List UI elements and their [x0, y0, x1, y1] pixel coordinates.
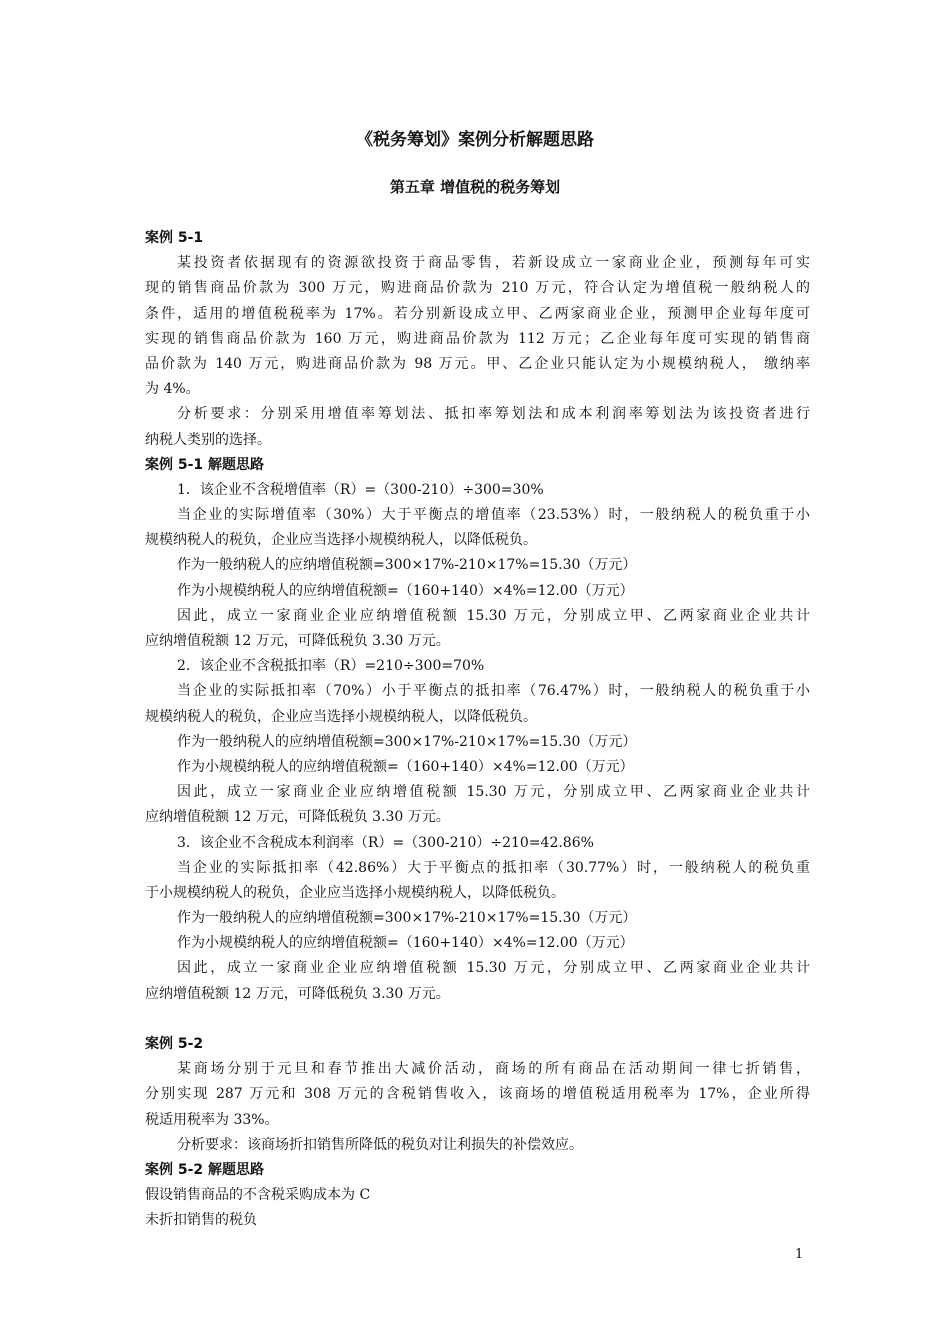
paragraph-line: 1．该企业不含税增值率（R）=（300-210）÷300=30% — [177, 481, 544, 498]
document-body — [145, 226, 810, 1234]
paragraph-line: 作为一般纳税人的应纳增值税额=300×17%-210×17%=15.30（万元） — [177, 733, 637, 750]
paragraph-line: 2．该企业不含税抵扣率（R）=210÷300=70% — [177, 658, 485, 675]
paragraph-line: 品价款为 140 万元，购进商品价款为 98 万元。甲、乙企业只能认定为小规模纳税人， 缴纳率 — [145, 355, 810, 372]
paragraph-line: 为 4%。 — [145, 381, 200, 398]
paragraph-line: 因此，成立一家商业企业应纳增值税额 15.30 万元，分别成立甲、乙两家商业企业共计 — [177, 607, 810, 624]
paragraph-line: 当企业的实际抵扣率（42.86%）大于平衡点的抵扣率（30.77%）时，一般纳税人的税负重 — [177, 859, 810, 876]
section-heading: 案例 5-2 解题思路 — [145, 1161, 265, 1178]
paragraph-line: 纳税人类别的选择。 — [145, 431, 271, 448]
document-title: 《税务筹划》案例分析解题思路 — [356, 130, 594, 150]
paragraph-line: 分析要求：分别采用增值率筹划法、抵扣率筹划法和成本利润率筹划法为该投资者进行 — [177, 406, 810, 423]
paragraph-line: 应纳增值税额 12 万元，可降低税负 3.30 万元。 — [145, 809, 450, 826]
paragraph-line: 因此，成立一家商业企业应纳增值税额 15.30 万元，分别成立甲、乙两家商业企业共计 — [177, 784, 810, 801]
section-heading: 案例 5-1 — [145, 230, 204, 246]
paragraph-line: 现的销售商品价款为 300 万元，购进商品价款为 210 万元，符合认定为增值税一般纳税人的 — [145, 280, 810, 297]
paragraph-line: 作为小规模纳税人的应纳增值税额=（160+140）×4%=12.00（万元） — [177, 935, 634, 952]
paragraph-line: 当企业的实际增值率（30%）大于平衡点的增值率（23.53%）时，一般纳税人的税负重于小 — [177, 507, 810, 524]
section-heading: 案例 5-2 — [145, 1036, 204, 1052]
paragraph-line: 因此，成立一家商业企业应纳增值税额 15.30 万元，分别成立甲、乙两家商业企业共计 — [177, 960, 810, 977]
chapter-heading: 第五章 增值税的税务筹划 — [389, 178, 561, 196]
paragraph-line: 应纳增值税额 12 万元，可降低税负 3.30 万元。 — [145, 633, 450, 649]
paragraph-line: 作为小规模纳税人的应纳增值税额=（160+140）×4%=12.00（万元） — [177, 582, 634, 599]
paragraph-line: 于小规模纳税人的税负，企业应当选择小规模纳税人，以降低税负。 — [145, 884, 565, 901]
paragraph-line: 税适用税率为 33%。 — [145, 1111, 279, 1128]
paragraph-line: 3．该企业不含税成本利润率（R）=（300-210）÷210=42.86% — [177, 834, 594, 851]
paragraph-line: 某商场分别于元旦和春节推出大减价活动，商场的所有商品在活动期间一律七折销售， — [177, 1061, 810, 1078]
paragraph-line: 作为小规模纳税人的应纳增值税额=（160+140）×4%=12.00（万元） — [177, 758, 634, 775]
paragraph-line: 实现的销售商品价款为 160 万元，购进商品价款为 112 万元；乙企业每年度可实现的销售商 — [145, 330, 810, 347]
paragraph-line: 假设销售商品的不含税采购成本为 C — [145, 1187, 371, 1204]
paragraph-line: 规模纳税人的税负，企业应当选择小规模纳税人，以降低税负。 — [145, 708, 537, 725]
paragraph-line: 分析要求：该商场折扣销售所降低的税负对让利损失的补偿效应。 — [177, 1136, 583, 1153]
paragraph-line: 作为一般纳税人的应纳增值税额=300×17%-210×17%=15.30（万元） — [177, 910, 637, 927]
blank-line — [145, 1007, 810, 1032]
paragraph-line: 应纳增值税额 12 万元，可降低税负 3.30 万元。 — [145, 985, 450, 1002]
paragraph-line: 分别实现 287 万元和 308 万元的含税销售收入，该商场的增值税适用税率为 17%，企业所得 — [145, 1086, 810, 1103]
paragraph-line: 作为一般纳税人的应纳增值税额=300×17%-210×17%=15.30（万元） — [177, 557, 637, 574]
paragraph-line: 某投资者依据现有的资源欲投资于商品零售，若新设成立一家商业企业，预测每年可实 — [177, 255, 810, 272]
paragraph-line: 当企业的实际抵扣率（70%）小于平衡点的抵扣率（76.47%）时，一般纳税人的税负重于小 — [177, 683, 810, 700]
page-number: 1 — [795, 1247, 804, 1262]
paragraph-line: 条件，适用的增值税税率为 17%。若分别新设成立甲、乙两家商业企业，预测甲企业每年度可 — [145, 305, 810, 322]
paragraph-line: 未折扣销售的税负 — [145, 1212, 257, 1229]
section-heading: 案例 5-1 解题思路 — [145, 456, 265, 473]
paragraph-line: 规模纳税人的税负，企业应当选择小规模纳税人，以降低税负。 — [145, 532, 537, 549]
